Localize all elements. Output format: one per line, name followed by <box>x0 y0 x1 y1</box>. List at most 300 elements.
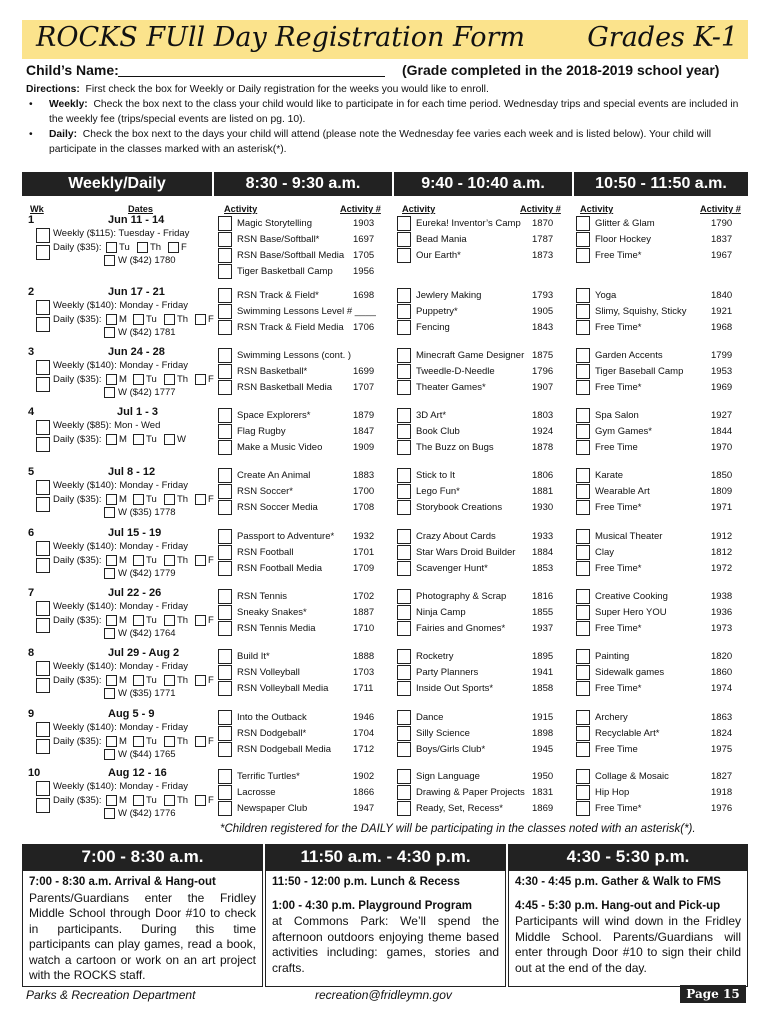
week-row <box>0 587 770 645</box>
daily-day-checkbox[interactable] <box>164 555 175 566</box>
activity-checkbox[interactable] <box>576 681 590 696</box>
activity-checkbox[interactable] <box>397 408 411 423</box>
weekly-checkbox[interactable] <box>36 360 50 375</box>
activity-checkbox[interactable] <box>397 424 411 439</box>
daily-day-checkbox[interactable] <box>195 736 206 747</box>
daily-day-checkbox[interactable] <box>164 434 175 445</box>
activity-checkbox[interactable] <box>576 710 590 725</box>
wednesday-checkbox[interactable] <box>104 387 115 398</box>
activity-checkbox[interactable] <box>576 380 590 395</box>
daily-day-checkbox[interactable] <box>133 675 144 686</box>
daily-day-label: F <box>208 795 214 806</box>
activity-checkbox[interactable] <box>576 529 590 544</box>
wednesday-checkbox[interactable] <box>104 255 115 266</box>
daily-day-label: M <box>119 615 127 626</box>
activity-checkbox[interactable] <box>576 801 590 816</box>
week-number: 3 <box>28 346 35 358</box>
activity-checkbox[interactable] <box>576 304 590 319</box>
activity-checkbox[interactable] <box>397 769 411 784</box>
activity-checkbox[interactable] <box>218 408 232 423</box>
activity-name: RSN Basketball* <box>237 366 308 377</box>
activity-checkbox[interactable] <box>397 801 411 816</box>
activity-number: 1879 <box>353 410 375 421</box>
daily-day-checkbox[interactable] <box>133 615 144 626</box>
daily-day-checkbox[interactable] <box>133 374 144 385</box>
activity-number: 1972 <box>711 563 733 574</box>
activity-checkbox[interactable] <box>218 288 232 303</box>
activity-name: RSN Soccer Media <box>237 502 318 513</box>
activity-checkbox[interactable] <box>576 742 590 757</box>
wednesday-checkbox[interactable] <box>104 507 115 518</box>
daily-day-label: M <box>119 374 127 385</box>
activity-checkbox[interactable] <box>397 320 411 335</box>
activity-number: 1787 <box>532 234 554 245</box>
daily-asterisk-note: *Children registered for the DAILY will be participating in the classes noted with an asterisk(*). <box>220 823 696 835</box>
activity-number: 1968 <box>711 322 733 333</box>
activity-number: 1844 <box>711 426 733 437</box>
daily-day-checkbox[interactable] <box>133 494 144 505</box>
subheader-wk: Wk <box>30 204 44 214</box>
weekly-checkbox[interactable] <box>36 228 50 243</box>
daily-day-checkbox[interactable] <box>195 615 206 626</box>
activity-number: 1707 <box>353 382 375 393</box>
daily-day-checkbox[interactable] <box>195 555 206 566</box>
activity-name: Free Time <box>595 442 638 453</box>
activity-number: 1704 <box>353 728 375 739</box>
activity-checkbox[interactable] <box>218 484 232 499</box>
daily-checkbox[interactable] <box>36 245 50 260</box>
activity-checkbox[interactable] <box>218 742 232 757</box>
activity-checkbox[interactable] <box>397 665 411 680</box>
activity-number: 1973 <box>711 623 733 634</box>
activity-name: Karate <box>595 470 623 481</box>
footer-email[interactable]: recreation@fridleymn.gov <box>315 988 452 1002</box>
activity-checkbox[interactable] <box>397 742 411 757</box>
daily-day-checkbox[interactable] <box>106 675 117 686</box>
activity-name: Terrific Turtles* <box>237 771 300 782</box>
daily-day-checkbox[interactable] <box>168 242 179 253</box>
wednesday-fee-label: W ($42) 1780 <box>118 255 176 266</box>
header-evening: 4:30 - 5:30 p.m. <box>508 844 748 870</box>
activity-checkbox[interactable] <box>397 710 411 725</box>
daily-day-label: Th <box>177 494 189 505</box>
activity-number: 1711 <box>353 683 374 694</box>
activity-checkbox[interactable] <box>576 649 590 664</box>
activity-checkbox[interactable] <box>218 605 232 620</box>
daily-checkbox[interactable] <box>36 317 50 332</box>
activity-checkbox[interactable] <box>218 665 232 680</box>
daily-day-checkbox[interactable] <box>106 434 117 445</box>
activity-checkbox[interactable] <box>397 232 411 247</box>
activity-checkbox[interactable] <box>576 665 590 680</box>
morning-text: Parents/Guardians enter the Fridley Middle School through Door #10 to check in participants. During this time participants can play games, read a book, watch a cartoon or work on an art project with the ROCKS staff. <box>29 890 256 982</box>
header-divider <box>212 172 214 196</box>
activity-checkbox[interactable] <box>218 710 232 725</box>
activity-number: 1708 <box>353 502 375 513</box>
activity-number: 1941 <box>532 667 554 678</box>
daily-checkbox[interactable] <box>36 558 50 573</box>
grade-completed-label: (Grade completed in the 2018-2019 school year) <box>402 62 720 78</box>
daily-checkbox[interactable] <box>36 798 50 813</box>
activity-number: 1975 <box>711 744 733 755</box>
activity-name: Free Time* <box>595 623 642 634</box>
daily-checkbox[interactable] <box>36 377 50 392</box>
daily-day-checkbox[interactable] <box>164 374 175 385</box>
activity-checkbox[interactable] <box>576 484 590 499</box>
weekly-fee-label: Weekly ($140): Monday - Friday <box>53 541 188 552</box>
activity-checkbox[interactable] <box>218 364 232 379</box>
subheader-activity: Activity <box>224 204 258 214</box>
child-name-label: Child’s Name: <box>26 62 119 78</box>
activity-checkbox[interactable] <box>397 561 411 576</box>
activity-checkbox[interactable] <box>218 304 232 319</box>
activity-name: Scavenger Hunt* <box>416 563 488 574</box>
week-dates: Jun 24 - 28 <box>108 346 165 358</box>
daily-day-checkbox[interactable] <box>195 795 206 806</box>
activity-checkbox[interactable] <box>218 801 232 816</box>
weekly-checkbox[interactable] <box>36 722 50 737</box>
header-midday: 11:50 a.m. - 4:30 p.m. <box>265 844 506 870</box>
daily-checkbox[interactable] <box>36 437 50 452</box>
activity-name: Newspaper Club <box>237 803 308 814</box>
activity-number: 1883 <box>353 470 375 481</box>
activity-name: Tiger Basketball Camp <box>237 266 333 277</box>
activity-number: 1809 <box>711 486 733 497</box>
activity-checkbox[interactable] <box>218 348 232 363</box>
activity-checkbox[interactable] <box>397 726 411 741</box>
daily-text: Check the box next to the days your child will attend (please note the Wednesday fee varies each week and is listed below). Your child will participate in the classes marked with an asterisk(*). <box>49 129 712 155</box>
activity-name: Into the Outback <box>237 712 307 723</box>
activity-checkbox[interactable] <box>397 216 411 231</box>
daily-day-checkbox[interactable] <box>164 494 175 505</box>
activity-number: 1873 <box>532 250 554 261</box>
activity-name: RSN Tennis Media <box>237 623 316 634</box>
activity-number: 1840 <box>711 290 733 301</box>
activity-number: 1866 <box>353 787 375 798</box>
daily-day-checkbox[interactable] <box>133 736 144 747</box>
activity-name: RSN Base/Softball* <box>237 234 320 245</box>
activity-number: 1793 <box>532 290 554 301</box>
daily-day-label: Th <box>177 675 189 686</box>
activity-checkbox[interactable] <box>397 440 411 455</box>
activity-checkbox[interactable] <box>576 589 590 604</box>
wednesday-fee-label: W ($42) 1777 <box>118 387 176 398</box>
evening-text: Participants will wind down in the Fridley Middle School. Parents/Guardians will enter through Door #10 to sign their child out at the end of the day. <box>515 914 741 975</box>
daily-day-label: Tu <box>146 434 157 445</box>
activity-checkbox[interactable] <box>576 468 590 483</box>
activity-name: Space Explorers* <box>237 410 311 421</box>
daily-fee-label: Daily ($35): <box>53 795 102 806</box>
daily-day-checkbox[interactable] <box>106 555 117 566</box>
activity-number: 1953 <box>711 366 733 377</box>
wednesday-checkbox[interactable] <box>104 688 115 699</box>
activity-checkbox[interactable] <box>218 468 232 483</box>
daily-day-checkbox[interactable] <box>195 675 206 686</box>
activity-number: 1938 <box>711 591 733 602</box>
activity-checkbox[interactable] <box>576 545 590 560</box>
daily-checkbox[interactable] <box>36 497 50 512</box>
footer-department: Parks & Recreation Department <box>26 988 196 1002</box>
activity-number: 1878 <box>532 442 554 453</box>
activity-checkbox[interactable] <box>397 500 411 515</box>
activity-name: Archery <box>595 712 628 723</box>
activity-checkbox[interactable] <box>218 232 232 247</box>
morning-title: 7:00 - 8:30 a.m. Arrival & Hang-out <box>29 876 216 888</box>
activity-name: Our Earth* <box>416 250 461 261</box>
daily-day-checkbox[interactable] <box>133 795 144 806</box>
daily-day-label: Tu <box>146 795 157 806</box>
daily-checkbox[interactable] <box>36 739 50 754</box>
activity-name: Flag Rugby <box>237 426 286 437</box>
activity-checkbox[interactable] <box>576 440 590 455</box>
activity-checkbox[interactable] <box>576 348 590 363</box>
activity-name: Theater Games* <box>416 382 486 393</box>
activity-checkbox[interactable] <box>397 364 411 379</box>
activity-checkbox[interactable] <box>218 681 232 696</box>
activity-number: 1950 <box>532 771 554 782</box>
activity-checkbox[interactable] <box>218 785 232 800</box>
wednesday-fee-label: W ($42) 1779 <box>118 568 176 579</box>
daily-day-checkbox[interactable] <box>133 434 144 445</box>
activity-number: 1902 <box>353 771 375 782</box>
activity-number: 1806 <box>532 470 554 481</box>
activity-number: 1933 <box>532 531 554 542</box>
activity-checkbox[interactable] <box>576 785 590 800</box>
activity-number: 1946 <box>353 712 375 723</box>
activity-checkbox[interactable] <box>576 621 590 636</box>
daily-day-checkbox[interactable] <box>106 314 117 325</box>
wednesday-checkbox[interactable] <box>104 327 115 338</box>
subheader-activity-num: Activity # <box>340 204 381 214</box>
daily-day-checkbox[interactable] <box>164 615 175 626</box>
daily-label: Daily: <box>49 129 78 140</box>
activity-checkbox[interactable] <box>397 605 411 620</box>
daily-day-label: F <box>208 675 214 686</box>
activity-name: RSN Volleyball <box>237 667 300 678</box>
activity-number: 1903 <box>353 218 375 229</box>
activity-name: Hip Hop <box>595 787 630 798</box>
daily-day-label: Th <box>177 795 189 806</box>
activity-number: 1971 <box>711 502 733 513</box>
activity-checkbox[interactable] <box>397 529 411 544</box>
activity-name: Floor Hockey <box>595 234 651 245</box>
daily-day-checkbox[interactable] <box>106 374 117 385</box>
daily-day-label: F <box>208 314 214 325</box>
daily-day-label: F <box>208 494 214 505</box>
activity-checkbox[interactable] <box>397 468 411 483</box>
week-row <box>0 346 770 404</box>
daily-day-checkbox[interactable] <box>195 374 206 385</box>
activity-number: 1887 <box>353 607 375 618</box>
wednesday-checkbox[interactable] <box>104 749 115 760</box>
activity-number: 1932 <box>353 531 375 542</box>
daily-fee-label: Daily ($35): <box>53 736 102 747</box>
activity-name: Free Time <box>595 744 638 755</box>
weekly-checkbox[interactable] <box>36 541 50 556</box>
activity-checkbox[interactable] <box>218 621 232 636</box>
activity-name: Creative Cooking <box>595 591 668 602</box>
activity-checkbox[interactable] <box>397 589 411 604</box>
activity-checkbox[interactable] <box>397 545 411 560</box>
weekly-fee-label: Weekly ($115): Tuesday - Friday <box>53 228 190 239</box>
subheader-activity: Activity <box>402 204 436 214</box>
daily-day-checkbox[interactable] <box>133 555 144 566</box>
activity-checkbox[interactable] <box>397 380 411 395</box>
daily-day-label: M <box>119 795 127 806</box>
activity-checkbox[interactable] <box>397 649 411 664</box>
activity-name: Drawing & Paper Projects <box>416 787 525 798</box>
activity-name: RSN Track & Field* <box>237 290 319 301</box>
activity-number: 1816 <box>532 591 554 602</box>
activity-number: 1898 <box>532 728 554 739</box>
activity-checkbox[interactable] <box>397 681 411 696</box>
daily-checkbox[interactable] <box>36 618 50 633</box>
activity-number: 1863 <box>711 712 733 723</box>
weekly-fee-label: Weekly ($140): Monday - Friday <box>53 480 188 491</box>
daily-day-checkbox[interactable] <box>164 314 175 325</box>
daily-checkbox[interactable] <box>36 678 50 693</box>
activity-number: 1884 <box>532 547 554 558</box>
activity-name: RSN Volleyball Media <box>237 683 329 694</box>
weekly-checkbox[interactable] <box>36 781 50 796</box>
activity-name: Tweedle-D-Needle <box>416 366 495 377</box>
activity-name: Ninja Camp <box>416 607 466 618</box>
daily-day-checkbox[interactable] <box>106 736 117 747</box>
weekly-checkbox[interactable] <box>36 420 50 435</box>
activity-number: 1937 <box>532 623 554 634</box>
activity-name: Yoga <box>595 290 617 301</box>
daily-day-checkbox[interactable] <box>133 314 144 325</box>
activity-checkbox[interactable] <box>218 248 232 263</box>
daily-day-checkbox[interactable] <box>164 736 175 747</box>
evening-title-pickup: 4:45 - 5:30 p.m. Hang-out and Pick-up <box>515 899 721 912</box>
activity-name: Rocketry <box>416 651 454 662</box>
activity-checkbox[interactable] <box>218 529 232 544</box>
activity-checkbox[interactable] <box>218 216 232 231</box>
activity-checkbox[interactable] <box>576 769 590 784</box>
activity-checkbox[interactable] <box>576 561 590 576</box>
activity-checkbox[interactable] <box>397 248 411 263</box>
activity-checkbox[interactable] <box>397 785 411 800</box>
daily-day-checkbox[interactable] <box>164 795 175 806</box>
activity-checkbox[interactable] <box>576 726 590 741</box>
daily-day-checkbox[interactable] <box>195 314 206 325</box>
activity-checkbox[interactable] <box>576 216 590 231</box>
activity-checkbox[interactable] <box>218 264 232 279</box>
activity-name: Slimy, Squishy, Sticky <box>595 306 687 317</box>
activity-number: 1936 <box>711 607 733 618</box>
activity-checkbox[interactable] <box>576 232 590 247</box>
midday-text: at Commons Park: We’ll spend the afternoon outdoors enjoying theme based activities including: games, stories and crafts. <box>272 914 499 975</box>
activity-number: 1827 <box>711 771 733 782</box>
daily-day-checkbox[interactable] <box>164 675 175 686</box>
daily-day-label: Th <box>177 374 189 385</box>
activity-name: Photography & Scrap <box>416 591 507 602</box>
activity-checkbox[interactable] <box>397 348 411 363</box>
weekly-fee-label: Weekly ($85): Mon - Wed <box>53 420 161 431</box>
daily-day-checkbox[interactable] <box>106 795 117 806</box>
activity-number: 1824 <box>711 728 733 739</box>
activity-number: 1930 <box>532 502 554 513</box>
weekly-checkbox[interactable] <box>36 661 50 676</box>
activity-checkbox[interactable] <box>218 649 232 664</box>
header-weekly-daily: Weekly/Daily <box>68 175 166 192</box>
activity-name: Silly Science <box>416 728 470 739</box>
daily-day-label: Th <box>177 736 189 747</box>
activity-checkbox[interactable] <box>576 248 590 263</box>
activity-number: 1875 <box>532 350 554 361</box>
wednesday-checkbox[interactable] <box>104 568 115 579</box>
week-row <box>0 406 770 464</box>
activity-number: 1974 <box>711 683 733 694</box>
activity-checkbox[interactable] <box>576 424 590 439</box>
activity-checkbox[interactable] <box>397 304 411 319</box>
activity-checkbox[interactable] <box>576 320 590 335</box>
midday-title-playground: 1:00 - 4:30 p.m. Playground Program <box>272 899 473 912</box>
activity-checkbox[interactable] <box>576 408 590 423</box>
activity-checkbox[interactable] <box>397 621 411 636</box>
subheader-activity: Activity <box>580 204 614 214</box>
daily-fee-label: Daily ($35): <box>53 494 102 505</box>
activity-checkbox[interactable] <box>218 440 232 455</box>
activity-number: 1945 <box>532 744 554 755</box>
weekly-checkbox[interactable] <box>36 601 50 616</box>
activity-name: Sneaky Snakes* <box>237 607 307 618</box>
morning-box <box>22 870 263 987</box>
activity-name: Sign Language <box>416 771 480 782</box>
activity-checkbox[interactable] <box>218 545 232 560</box>
activity-checkbox[interactable] <box>218 769 232 784</box>
week-row <box>0 286 770 344</box>
activity-checkbox[interactable] <box>218 320 232 335</box>
weekly-checkbox[interactable] <box>36 480 50 495</box>
activity-name: RSN Dodgeball Media <box>237 744 331 755</box>
daily-day-checkbox[interactable] <box>106 242 117 253</box>
activity-number: 1820 <box>711 651 733 662</box>
header-slot1: 8:30 - 9:30 a.m. <box>245 175 361 192</box>
weekly-checkbox[interactable] <box>36 300 50 315</box>
daily-day-checkbox[interactable] <box>106 494 117 505</box>
evening-title-gather: 4:30 - 4:45 p.m. Gather & Walk to FMS <box>515 876 721 888</box>
daily-day-checkbox[interactable] <box>106 615 117 626</box>
activity-checkbox[interactable] <box>576 364 590 379</box>
daily-day-checkbox[interactable] <box>137 242 148 253</box>
activity-checkbox[interactable] <box>218 500 232 515</box>
activity-checkbox[interactable] <box>218 561 232 576</box>
wednesday-checkbox[interactable] <box>104 808 115 819</box>
activity-checkbox[interactable] <box>576 500 590 515</box>
midday-title-lunch: 11:50 - 12:00 p.m. Lunch & Recess <box>272 876 460 888</box>
daily-day-checkbox[interactable] <box>195 494 206 505</box>
activity-checkbox[interactable] <box>397 484 411 499</box>
activity-checkbox[interactable] <box>218 424 232 439</box>
activity-checkbox[interactable] <box>218 726 232 741</box>
activity-checkbox[interactable] <box>218 589 232 604</box>
daily-day-label: Tu <box>119 242 130 253</box>
activity-number: 1847 <box>353 426 375 437</box>
activity-checkbox[interactable] <box>576 605 590 620</box>
activity-name: Swimming Lessons Level # ____ <box>237 306 376 317</box>
activity-checkbox[interactable] <box>397 288 411 303</box>
activity-number: 1976 <box>711 803 733 814</box>
wednesday-checkbox[interactable] <box>104 628 115 639</box>
child-name-field[interactable] <box>118 76 385 77</box>
activity-checkbox[interactable] <box>576 288 590 303</box>
activity-checkbox[interactable] <box>218 380 232 395</box>
activity-name: Party Planners <box>416 667 479 678</box>
activity-name: Magic Storytelling <box>237 218 312 229</box>
activity-number: 1698 <box>353 290 375 301</box>
